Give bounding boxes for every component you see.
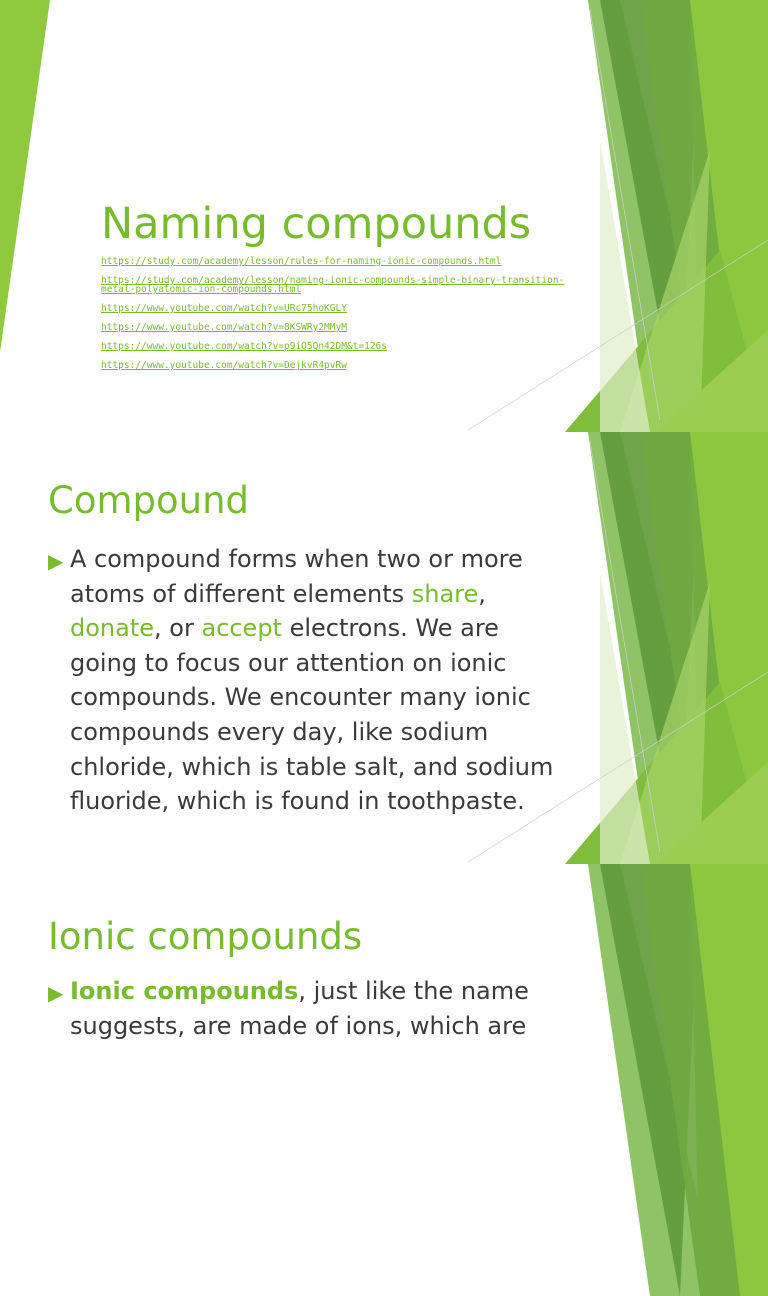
slide-2 (0, 432, 768, 864)
link[interactable]: https://www.youtube.com/watch?v=p9iQ5Qn42DM&t=126s (101, 341, 387, 352)
link[interactable]: https://www.youtube.com/watch?v=URc75hoKGLY (101, 303, 347, 314)
link[interactable]: https://study.com/academy/lesson/rules-for-naming-ionic-compounds.html (101, 256, 502, 267)
bullet-paragraph: ▶ A compound forms when two or more atoms of different elements share, donate, or accept electrons. We are going to focus our attention on ionic compounds. We encounter many ionic compounds every day, like sodium chloride, which is table salt, and sodium fluoride, which is found in toothpaste. (48, 545, 554, 816)
link-list (101, 257, 581, 380)
keyword-share: share (411, 579, 479, 608)
slide-title: Naming compounds (101, 199, 532, 249)
link[interactable]: https://www.youtube.com/watch?v=8KSWRy2MMyM (101, 322, 347, 333)
bullet-paragraph: ▶ Ionic compounds, just like the name suggests, are made of ions, which are (48, 977, 529, 1040)
link-item[interactable] (101, 323, 581, 332)
slide-1 (0, 0, 768, 432)
keyword-ionic-compounds: Ionic compounds (70, 977, 299, 1005)
triangle-bullet-icon: ▶ (48, 549, 64, 573)
link[interactable]: https://www.youtube.com/watch?v=DejkvR4pvRw (101, 360, 347, 371)
link-item[interactable] (101, 361, 581, 370)
triangle-bullet-icon: ▶ (48, 981, 64, 1005)
slide-title: Ionic compounds (48, 915, 363, 958)
link[interactable]: https://study.com/academy/lesson/naming-ionic-compounds-simple-binary-transition-metal-polyatomic-ion-compounds.html (101, 275, 565, 295)
link-item[interactable] (101, 304, 581, 313)
link-item[interactable] (101, 276, 581, 294)
slide-title: Compound (48, 479, 250, 522)
link-item[interactable] (101, 342, 581, 351)
slide-3 (0, 864, 768, 1040)
keyword-accept: accept (201, 614, 282, 643)
link-item[interactable] (101, 257, 581, 266)
keyword-donate: donate (70, 614, 155, 643)
